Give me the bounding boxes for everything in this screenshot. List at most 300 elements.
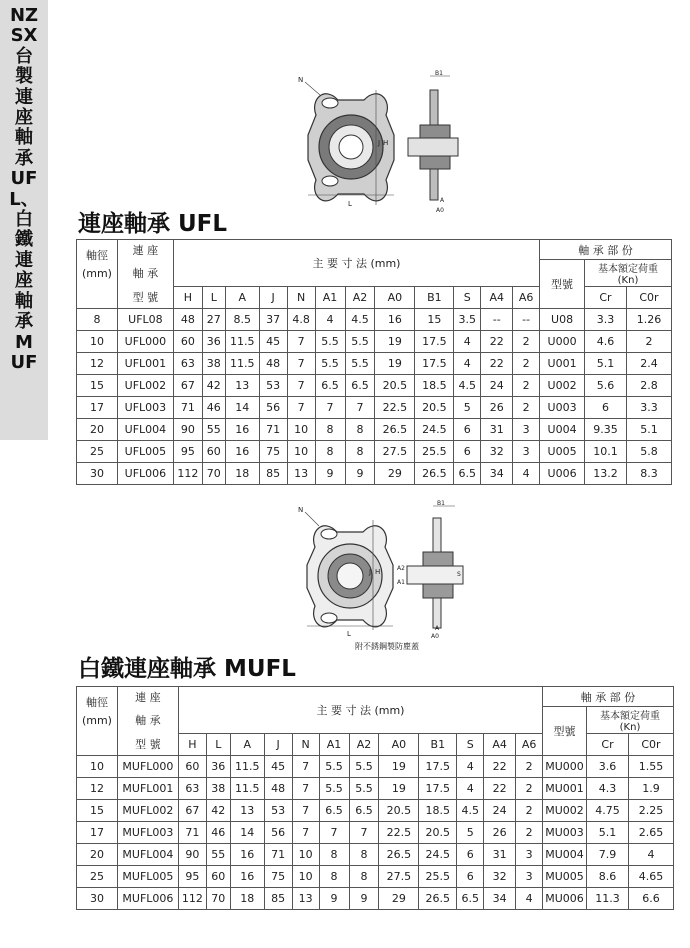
table-cell: 10: [292, 866, 319, 888]
dim-n-label: N: [298, 506, 304, 514]
column-header-j: J: [264, 734, 292, 756]
table-cell: 2.8: [626, 375, 671, 397]
table-cell: 7: [287, 353, 315, 375]
table-cell: 7: [315, 397, 345, 419]
table-cell: 25.5: [415, 441, 454, 463]
table-cell: 60: [206, 866, 230, 888]
table-cell: 18.5: [419, 800, 457, 822]
bolt-hole-top: [321, 529, 337, 539]
table-row: [77, 800, 674, 822]
table-cell: 36: [202, 331, 225, 353]
ufl-drawing: [290, 70, 470, 220]
table-cell: 4.75: [587, 800, 629, 822]
table-cell: 9: [319, 888, 349, 910]
load-header: [585, 260, 672, 287]
table-cell: 6: [454, 419, 481, 441]
load-label: 基本額定荷重: [600, 711, 661, 722]
table-cell: MU003: [543, 822, 587, 844]
column-header-h: H: [178, 734, 206, 756]
table-row: [77, 309, 672, 331]
table-cell: 60: [202, 441, 225, 463]
table-cell: 18: [225, 463, 259, 485]
table-cell: 13: [292, 888, 319, 910]
model-header-line1: 連 座: [117, 687, 178, 707]
table-cell: 6.5: [454, 463, 481, 485]
table-cell: 14: [225, 397, 259, 419]
dim-b1-label: B1: [437, 500, 445, 507]
table-cell: 14: [230, 822, 264, 844]
dim-a0-label: A0: [436, 207, 444, 214]
table-cell: 22: [484, 756, 516, 778]
table-cell: 30: [77, 888, 118, 910]
table-cell: 46: [202, 397, 225, 419]
table-cell: 2: [626, 331, 671, 353]
table-cell: 4: [457, 778, 484, 800]
table-cell: 4.5: [457, 800, 484, 822]
table-cell: 22: [481, 331, 513, 353]
dim-h-label: H: [383, 139, 389, 147]
bearing-model-header: 型號: [540, 260, 585, 309]
table-cell: 15: [415, 309, 454, 331]
table-cell: 71: [178, 822, 206, 844]
table-cell: 2: [516, 800, 543, 822]
table-cell: MUFL003: [117, 822, 178, 844]
table-cell: 38: [206, 778, 230, 800]
table-cell: 20: [77, 844, 118, 866]
table-cell: 90: [178, 844, 206, 866]
table-cell: U08: [540, 309, 585, 331]
table-cell: 4: [516, 888, 543, 910]
table-cell: 2: [516, 756, 543, 778]
table-row: [77, 331, 672, 353]
table-cell: 17.5: [419, 756, 457, 778]
bore: [339, 135, 363, 159]
table-cell: 3: [513, 419, 540, 441]
table-cell: 9: [349, 888, 379, 910]
table-cell: 75: [259, 441, 287, 463]
table-cell: 26: [484, 822, 516, 844]
table-cell: 36: [206, 756, 230, 778]
table-cell: 29: [379, 888, 419, 910]
model-header-line3: 型 號: [117, 287, 173, 309]
table-cell: 20.5: [375, 375, 415, 397]
dim-a2-label: A2: [397, 565, 405, 572]
table-cell: 7.9: [587, 844, 629, 866]
bolt-hole-top: [322, 98, 338, 108]
table-cell: 9.35: [585, 419, 627, 441]
table-cell: 71: [173, 397, 202, 419]
table-cell: 5: [457, 822, 484, 844]
side-view-shaft: [407, 566, 463, 584]
table-cell: 5.5: [349, 778, 379, 800]
table-cell: 6: [457, 866, 484, 888]
table-cell: UFL004: [117, 419, 173, 441]
table-cell: 2: [513, 397, 540, 419]
table-cell: 13: [287, 463, 315, 485]
table-cell: 8: [345, 441, 375, 463]
dim-n-label: N: [298, 76, 304, 84]
column-header-a2: A2: [345, 287, 375, 309]
table-cell: 7: [292, 756, 319, 778]
table-cell: 11.5: [230, 756, 264, 778]
column-header-a2: A2: [349, 734, 379, 756]
table-cell: 7: [345, 397, 375, 419]
table-cell: 30: [77, 463, 118, 485]
table-cell: 53: [259, 375, 287, 397]
table-cell: U000: [540, 331, 585, 353]
dim-l-label: L: [347, 630, 351, 638]
table-cell: 8: [77, 309, 118, 331]
table-cell: 13: [225, 375, 259, 397]
table-cell: MU000: [543, 756, 587, 778]
column-header-cr: Cr: [585, 287, 627, 309]
table-cell: 7: [292, 822, 319, 844]
side-view-shaft: [408, 138, 458, 156]
table-cell: 6.6: [628, 888, 673, 910]
table-cell: 1.26: [626, 309, 671, 331]
table-cell: 2: [516, 778, 543, 800]
table-cell: 26.5: [379, 844, 419, 866]
table-cell: 26.5: [419, 888, 457, 910]
table-cell: 8.5: [225, 309, 259, 331]
table-cell: 12: [77, 778, 118, 800]
table-cell: 5.5: [345, 331, 375, 353]
table-cell: 27.5: [375, 441, 415, 463]
table-cell: 5.1: [587, 822, 629, 844]
bearing-header: 軸 承 部 份: [543, 687, 674, 707]
column-header-a1: A1: [319, 734, 349, 756]
table-cell: 3.3: [585, 309, 627, 331]
table-cell: 2.4: [626, 353, 671, 375]
column-header-b1: B1: [415, 287, 454, 309]
table-cell: 11.5: [225, 331, 259, 353]
table-cell: MUFL005: [117, 866, 178, 888]
load-unit: (Kn): [617, 275, 639, 286]
table-row: [77, 888, 674, 910]
table-cell: 5.5: [315, 353, 345, 375]
table-cell: 26: [481, 397, 513, 419]
table-cell: 1.55: [628, 756, 673, 778]
table-cell: 19: [379, 756, 419, 778]
table-cell: 3: [516, 844, 543, 866]
table-cell: 13.2: [585, 463, 627, 485]
table-row: [77, 375, 672, 397]
table-cell: 5.5: [319, 756, 349, 778]
table-cell: 2: [513, 353, 540, 375]
table-cell: 24: [484, 800, 516, 822]
sidebar-brand-text: NZSX台製連座軸承UFL、白鐵連座軸承MUF: [9, 5, 39, 373]
column-header-a6: A6: [516, 734, 543, 756]
table-cell: 24.5: [419, 844, 457, 866]
model-header-line2: 軸 承: [117, 707, 178, 734]
load-unit: (Kn): [619, 722, 641, 733]
table-cell: 5.6: [585, 375, 627, 397]
table-cell: MU005: [543, 866, 587, 888]
table-cell: 11.3: [587, 888, 629, 910]
table-cell: 85: [264, 888, 292, 910]
column-header-a1: A1: [315, 287, 345, 309]
table-cell: 70: [206, 888, 230, 910]
table-cell: 5.1: [626, 419, 671, 441]
table-row: [77, 463, 672, 485]
table-cell: 6: [585, 397, 627, 419]
table-cell: 7: [292, 800, 319, 822]
table-cell: MU004: [543, 844, 587, 866]
table-cell: 10: [287, 441, 315, 463]
table-cell: 6.5: [345, 375, 375, 397]
bolt-hole-bottom: [322, 176, 338, 186]
table-cell: 5.5: [315, 331, 345, 353]
table-cell: UFL002: [117, 375, 173, 397]
table-cell: 4.8: [287, 309, 315, 331]
table-cell: 85: [259, 463, 287, 485]
table-cell: 20.5: [419, 822, 457, 844]
table-cell: 8: [315, 441, 345, 463]
table-cell: 6: [454, 441, 481, 463]
dim-s-label: S: [457, 571, 461, 578]
table-cell: 18: [230, 888, 264, 910]
table-row: [77, 353, 672, 375]
dims-header: 主 要 寸 法 (mm): [173, 240, 539, 287]
table-cell: 22.5: [375, 397, 415, 419]
table-cell: 16: [230, 866, 264, 888]
table-cell: 34: [481, 463, 513, 485]
table-cell: 27.5: [379, 866, 419, 888]
table-cell: 90: [173, 419, 202, 441]
table-cell: 8: [315, 419, 345, 441]
table-cell: 15: [77, 800, 118, 822]
column-header-a4: A4: [484, 734, 516, 756]
dim-a-label: A: [440, 197, 445, 204]
table-cell: 56: [259, 397, 287, 419]
table-cell: --: [481, 309, 513, 331]
table-cell: 5.5: [319, 778, 349, 800]
table-cell: MUFL006: [117, 888, 178, 910]
table-cell: 3.5: [454, 309, 481, 331]
table-cell: 17: [77, 822, 118, 844]
table-cell: U006: [540, 463, 585, 485]
table-cell: UFL08: [117, 309, 173, 331]
column-header-n: N: [292, 734, 319, 756]
table-cell: 2: [513, 331, 540, 353]
table-cell: 24.5: [415, 419, 454, 441]
table-cell: MUFL002: [117, 800, 178, 822]
table-cell: 7: [287, 397, 315, 419]
dim-j-label: J: [369, 568, 372, 576]
column-header-c0r: C0r: [628, 734, 673, 756]
table-cell: 9: [345, 463, 375, 485]
column-header-c0r: C0r: [626, 287, 671, 309]
table-cell: 25.5: [419, 866, 457, 888]
dim-l-label: L: [348, 200, 352, 208]
table-row: [77, 756, 674, 778]
table-cell: 2: [516, 822, 543, 844]
table-cell: 6.5: [315, 375, 345, 397]
table-cell: 60: [178, 756, 206, 778]
column-header-a: A: [225, 287, 259, 309]
model-header-line1: 連 座: [117, 240, 173, 260]
table-cell: 4: [315, 309, 345, 331]
table-cell: 17.5: [415, 353, 454, 375]
table-cell: 8: [319, 844, 349, 866]
table-cell: 1.9: [628, 778, 673, 800]
table-cell: 48: [173, 309, 202, 331]
table-cell: UFL006: [117, 463, 173, 485]
table-cell: 48: [259, 353, 287, 375]
table-cell: 5.8: [626, 441, 671, 463]
table-cell: 45: [259, 331, 287, 353]
table-cell: 4.5: [345, 309, 375, 331]
column-header-a4: A4: [481, 287, 513, 309]
table-cell: 17: [77, 397, 118, 419]
table-cell: 56: [264, 822, 292, 844]
ufl-spec-table: [76, 239, 672, 485]
table-cell: 16: [230, 844, 264, 866]
table-cell: 20.5: [379, 800, 419, 822]
table-cell: 7: [292, 778, 319, 800]
table-cell: 4.6: [585, 331, 627, 353]
table-cell: 32: [484, 866, 516, 888]
table-row: [77, 419, 672, 441]
column-header-s: S: [454, 287, 481, 309]
table-cell: MUFL004: [117, 844, 178, 866]
table-cell: U001: [540, 353, 585, 375]
table-cell: 16: [225, 419, 259, 441]
load-label: 基本額定荷重: [598, 264, 658, 275]
table-cell: 7: [287, 375, 315, 397]
table-cell: 4: [454, 331, 481, 353]
column-header-h: H: [173, 287, 202, 309]
table-cell: 29: [375, 463, 415, 485]
table-cell: 71: [259, 419, 287, 441]
table-cell: 60: [173, 331, 202, 353]
table-cell: 6: [457, 844, 484, 866]
table-cell: 8: [349, 866, 379, 888]
table-cell: 20: [77, 419, 118, 441]
dim-b1-label: B1: [435, 70, 443, 77]
table-cell: 10: [292, 844, 319, 866]
table-cell: 12: [77, 353, 118, 375]
table-cell: 55: [202, 419, 225, 441]
bore-header-spacer: [77, 734, 118, 756]
table-cell: 4: [457, 756, 484, 778]
table-cell: 5.1: [585, 353, 627, 375]
table-cell: 26.5: [375, 419, 415, 441]
bore-header: [77, 240, 118, 287]
table-cell: 4: [628, 844, 673, 866]
table-cell: MU006: [543, 888, 587, 910]
column-header-b1: B1: [419, 734, 457, 756]
table-cell: 7: [287, 331, 315, 353]
table-cell: U002: [540, 375, 585, 397]
table-cell: 63: [173, 353, 202, 375]
table-cell: 10: [287, 419, 315, 441]
table-cell: 11.5: [230, 778, 264, 800]
mufl-drawing: [285, 500, 475, 640]
table-cell: 53: [264, 800, 292, 822]
table-cell: 2.25: [628, 800, 673, 822]
section2-title: 白鐵連座軸承 MUFL: [78, 656, 296, 682]
table-cell: 15: [77, 375, 118, 397]
table-cell: MUFL001: [117, 778, 178, 800]
load-header: [587, 707, 674, 734]
table-cell: 8: [349, 844, 379, 866]
table-cell: 38: [202, 353, 225, 375]
bore-label: 軸徑: [85, 695, 108, 709]
table-cell: 3: [513, 441, 540, 463]
table-cell: 3.3: [626, 397, 671, 419]
table-cell: 2: [513, 375, 540, 397]
mufl-caption: 附不銹鋼製防塵蓋: [355, 642, 419, 651]
section1-title: 連座軸承 UFL: [78, 211, 228, 237]
table-cell: UFL001: [117, 353, 173, 375]
table-cell: 95: [178, 866, 206, 888]
bore: [337, 563, 363, 589]
table-cell: 22.5: [379, 822, 419, 844]
bearing-model-header: 型號: [543, 707, 587, 756]
table-cell: 5: [454, 397, 481, 419]
mufl-spec-table: [76, 686, 674, 910]
bore-header: [77, 687, 118, 734]
table-cell: UFL000: [117, 331, 173, 353]
table-cell: 11.5: [225, 353, 259, 375]
column-header-a0: A0: [375, 287, 415, 309]
table-cell: 6.5: [349, 800, 379, 822]
table-cell: 63: [178, 778, 206, 800]
table-cell: --: [513, 309, 540, 331]
table-cell: 27: [202, 309, 225, 331]
table-cell: 19: [379, 778, 419, 800]
table-cell: MU001: [543, 778, 587, 800]
table-cell: 6.5: [457, 888, 484, 910]
column-header-j: J: [259, 287, 287, 309]
table-cell: UFL005: [117, 441, 173, 463]
column-header-n: N: [287, 287, 315, 309]
table-cell: 10: [77, 331, 118, 353]
bearing-header: 軸 承 部 份: [540, 240, 672, 260]
table-cell: 31: [484, 844, 516, 866]
table-cell: 4.5: [454, 375, 481, 397]
table-cell: 31: [481, 419, 513, 441]
dim-h-label: H: [375, 568, 381, 576]
table-cell: 5.5: [349, 756, 379, 778]
table-cell: U004: [540, 419, 585, 441]
table-cell: 16: [375, 309, 415, 331]
column-header-a0: A0: [379, 734, 419, 756]
column-header-l: L: [206, 734, 230, 756]
model-header-line3: 型 號: [117, 734, 178, 756]
model-header-line2: 軸 承: [117, 260, 173, 287]
table-cell: 3: [516, 866, 543, 888]
table-cell: 112: [173, 463, 202, 485]
table-cell: 19: [375, 331, 415, 353]
table-cell: 9: [315, 463, 345, 485]
table-cell: 4: [513, 463, 540, 485]
table-cell: 8.6: [587, 866, 629, 888]
table-cell: U005: [540, 441, 585, 463]
column-header-a: A: [230, 734, 264, 756]
table-cell: 70: [202, 463, 225, 485]
table-cell: MUFL000: [117, 756, 178, 778]
table-cell: 67: [173, 375, 202, 397]
table-cell: 48: [264, 778, 292, 800]
table-cell: 42: [202, 375, 225, 397]
table-cell: 16: [225, 441, 259, 463]
table-cell: 20.5: [415, 397, 454, 419]
table-cell: 95: [173, 441, 202, 463]
table-cell: 32: [481, 441, 513, 463]
table-cell: 45: [264, 756, 292, 778]
